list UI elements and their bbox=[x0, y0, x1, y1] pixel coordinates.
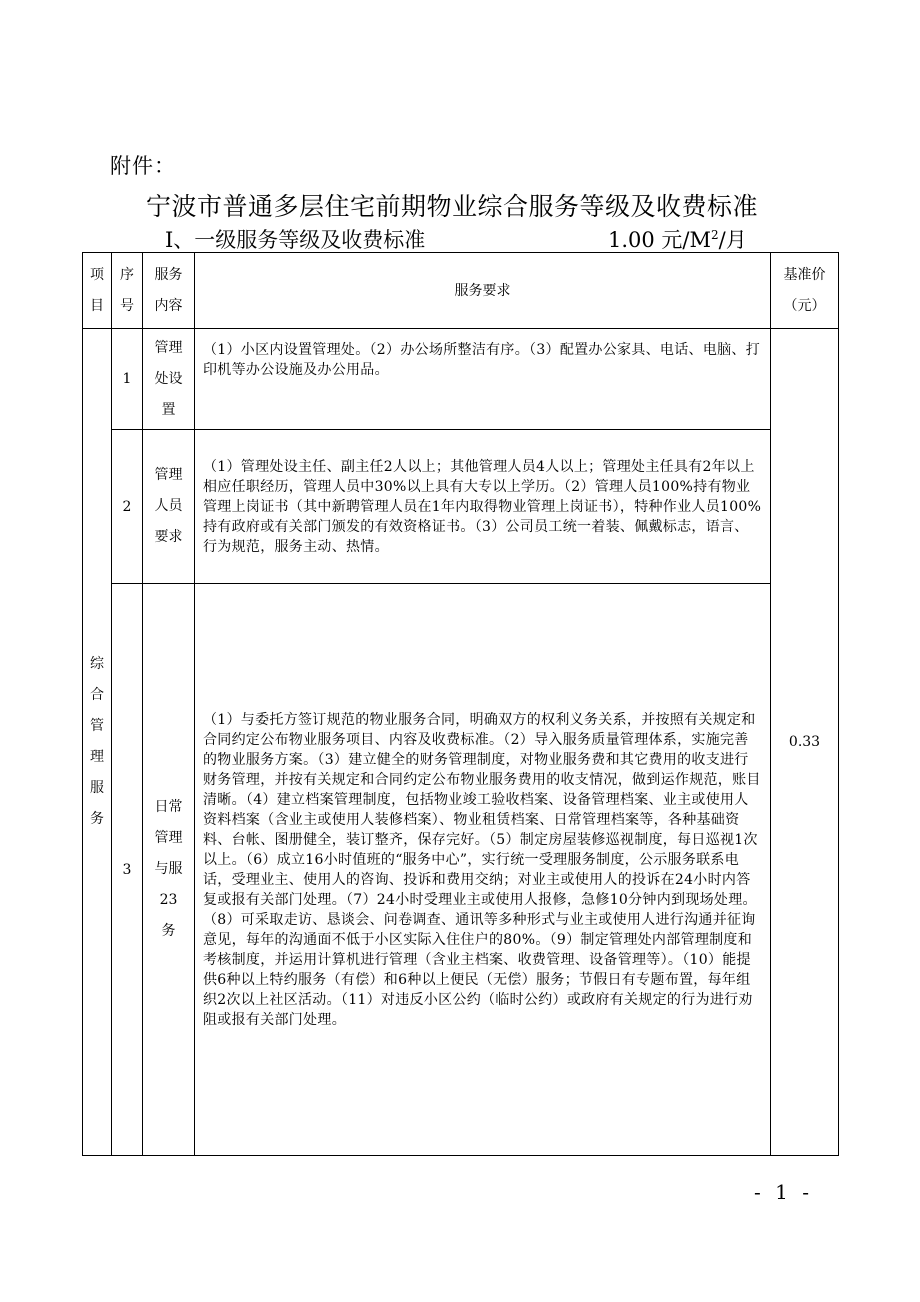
base-price-cell: 0.33 bbox=[771, 329, 839, 1156]
row-seq: 1 bbox=[112, 329, 143, 430]
row-requirement: （1）与委托方签订规范的物业服务合同，明确双方的权利义务关系，并按照有关规定和合同约定公布物业服务项目、内容及收费标准。（2）导入服务质量管理体系，实施完善的物业服务方案。（3）建立健全的财务管理制度，对物业服务费和其它费用的收支进行财务管理，并按有关规定和合同约定公布物业服务费用的收支情况，做到运作规范，账目清晰。（4）建立档案管理制度，包括物业竣工验收档案、设备管理档案、业主或使用人资料档案（含业主或使用人装修档案）、物业租赁档案、日常管理档案等，各种基础资料、台帐、图册健全，装订整齐，保存完好。（5）制定房屋装修巡视制度，每日巡视1次以上。（6）成立16小时值班的“服务中心”，实行统一受理服务制度，公示服务联系电话，受理业主、使用人的咨询、投诉和费用交纳；对业主或使用人的投诉在24小时内答复或报有关部门处理。（7）24小时受理业主或使用人报修，急修10分钟内到现场处理。（8）可采取走访、恳谈会、问卷调查、通讯等多种形式与业主或使用人进行沟通并征询意见，每年的沟通面不低于小区实际入住住户的80%。（9）制定管理处内部管理制度和考核制度，并运用计算机进行管理（含业主档案、收费管理、设备管理等）。（10）能提供6种以上特约服务（有偿）和6种以上便民（无偿）服务；节假日有专题布置，每年组织2次以上社区活动。（11）对违反小区公约（临时公约）或政府有关规定的行为进行劝阻或报有关部门处理。 bbox=[195, 584, 771, 1156]
header-seq: 序号 bbox=[112, 253, 143, 329]
header-content: 服务内容 bbox=[143, 253, 195, 329]
service-standard-table bbox=[82, 252, 839, 1156]
attachment-label: 附件： bbox=[110, 154, 176, 178]
table-header-row bbox=[83, 253, 839, 329]
section-subtitle: Ⅰ、一级服务等级及收费标准 bbox=[165, 228, 426, 252]
table-row bbox=[83, 584, 839, 1156]
price-superscript: 2 bbox=[711, 228, 719, 242]
table-row bbox=[83, 329, 839, 430]
table-row bbox=[83, 430, 839, 584]
price-value: 1.00 元/M bbox=[608, 228, 712, 252]
price-standard bbox=[608, 224, 747, 254]
row-content: 日常管理与服23务 bbox=[143, 584, 195, 1156]
price-unit: /月 bbox=[718, 228, 747, 252]
category-cell: 综合管理服务 bbox=[83, 329, 112, 1156]
header-item: 项目 bbox=[83, 253, 112, 329]
row-seq: 3 bbox=[112, 584, 143, 1156]
page-number: - 1 - bbox=[754, 1180, 813, 1204]
row-seq: 2 bbox=[112, 430, 143, 584]
row-requirement: （1）小区内设置管理处。（2）办公场所整洁有序。（3）配置办公家具、电话、电脑、打印机等办公设施及办公用品。 bbox=[195, 329, 771, 430]
row-content: 管理人员要求 bbox=[143, 430, 195, 584]
document-title: 宁波市普通多层住宅前期物业综合服务等级及收费标准 bbox=[146, 192, 759, 221]
row-requirement: （1）管理处设主任、副主任2人以上；其他管理人员4人以上；管理处主任具有2年以上相应任职经历，管理人员中30%以上具有大专以上学历。（2）管理人员100%持有物业管理上岗证书（其中新聘管理人员在1年内取得物业管理上岗证书），特种作业人员100%持有政府或有关部门颁发的有效资格证书。（3）公司员工统一着装、佩戴标志，语言、行为规范，服务主动、热情。 bbox=[195, 430, 771, 584]
header-base-price: 基准价（元） bbox=[771, 253, 839, 329]
row-content: 管理处设置 bbox=[143, 329, 195, 430]
header-requirement: 服务要求 bbox=[195, 253, 771, 329]
